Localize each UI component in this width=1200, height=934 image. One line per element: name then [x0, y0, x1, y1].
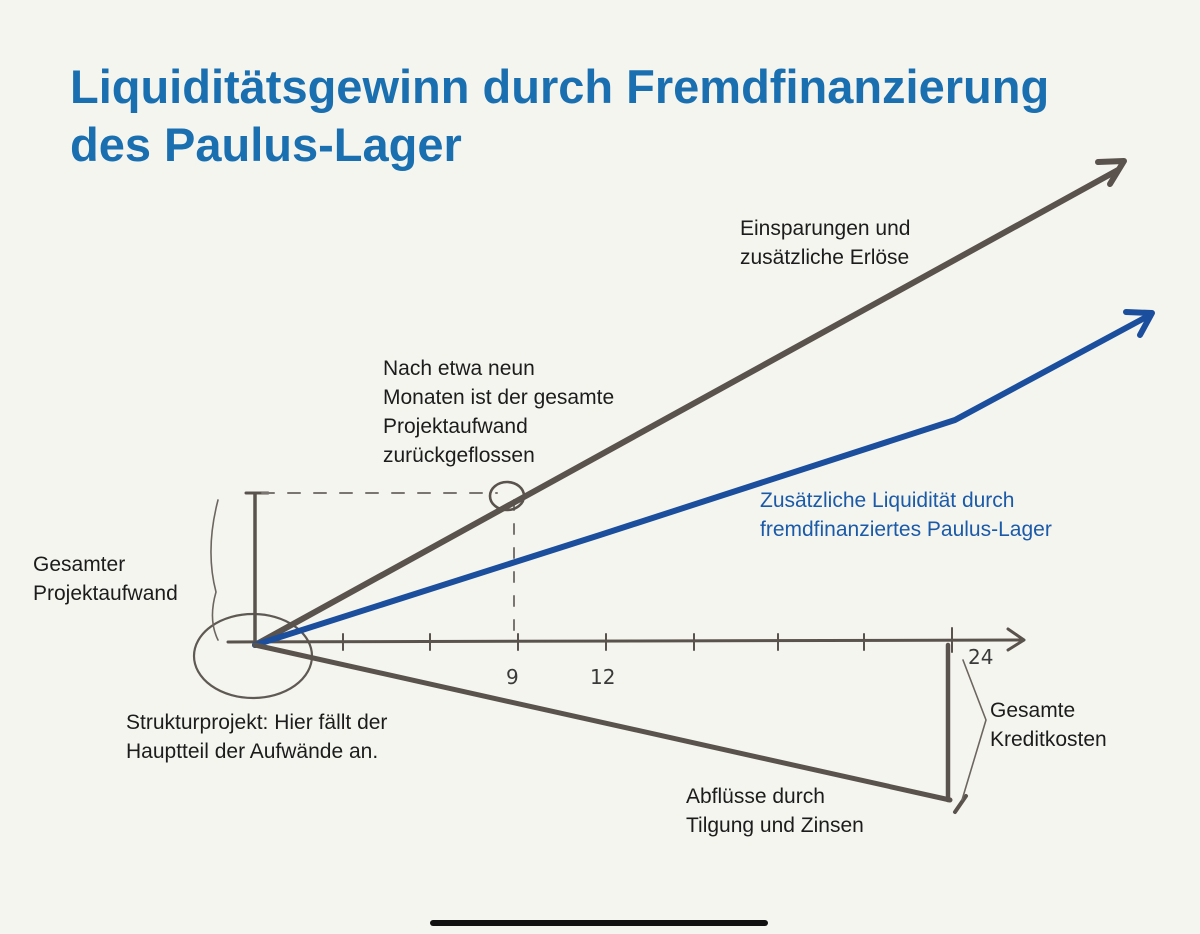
payback-label: Nach etwa neun Monaten ist der gesamte Projektaufwand zurückgeflossen	[383, 357, 615, 467]
title-line-2: des Paulus-Lager	[70, 118, 462, 171]
outflows-arrowhead-mark	[955, 796, 966, 812]
home-indicator[interactable]	[430, 920, 768, 926]
tick-label-24: 24	[968, 645, 994, 669]
liquidity-label: Zusätzliche Liquidität durch fremdfinanziertes Paulus-Lager	[760, 489, 1052, 541]
outflows-label: Abflüsse durch Tilgung und Zinsen	[686, 785, 864, 837]
savings-label: Einsparungen und zusätzliche Erlöse	[740, 217, 911, 269]
credit-costs-brace	[962, 660, 986, 800]
tick-label-9: 9	[506, 665, 519, 689]
structure-project-label: Strukturprojekt: Hier fällt der Hauptteil der Aufwände an.	[126, 711, 388, 763]
time-axis	[228, 640, 1020, 642]
credit-costs-label: Gesamte Kreditkosten	[990, 699, 1107, 751]
project-cost-brace	[211, 500, 218, 640]
project-cost-label: Gesamter Projektaufwand	[33, 553, 178, 605]
title-line-1: Liquiditätsgewinn durch Fremdfinanzierung	[70, 60, 1050, 113]
tick-label-12: 12	[590, 665, 616, 689]
